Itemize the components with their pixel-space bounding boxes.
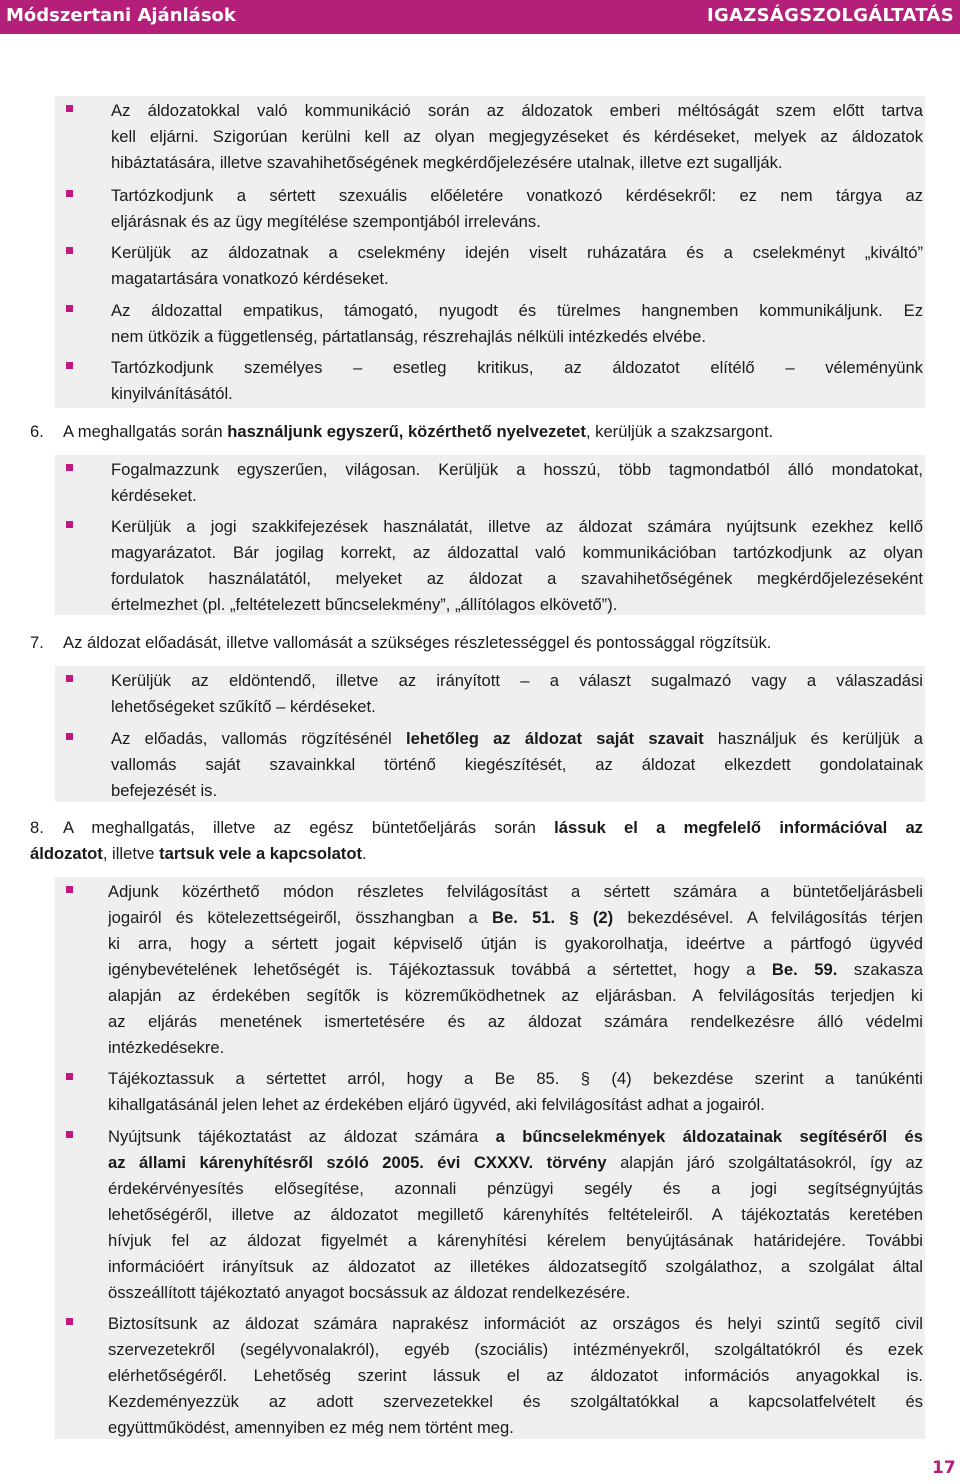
section-heading-cont: áldozatot, illetve tartsuk vele a kapcsolatot.	[30, 844, 367, 863]
bullet-marker	[66, 362, 73, 369]
text-line: nem ütközik a függetlenség, pártatlanság, részrehajlás nélküli intézkedés elvébe.	[111, 327, 706, 346]
text-line: lehetőségéről, illetve az áldozatot megillető kárenyhítés feltételeiről. A tájékoztatás keretében	[108, 1205, 923, 1224]
text-line: alapján az érdekében segítők is közreműködhetnek az eljárásban. A felvilágosítás terjedjen ki	[108, 986, 923, 1005]
bullet-marker	[66, 305, 73, 312]
text-line: Tartózkodjunk személyes – esetleg kritikus, az áldozatot elítélő – véleményünk	[111, 358, 923, 377]
bullet-marker	[66, 733, 73, 740]
text-line: az eljárás menetének ismertetésére és az áldozat számára rendelkezésre álló védelmi	[108, 1012, 923, 1031]
bullet-marker	[66, 521, 73, 528]
text-line: Az áldozatokkal való kommunikáció során az áldozatok emberi méltóságát szem előtt tartva	[111, 101, 923, 120]
text-line: Kerüljük a jogi szakkifejezések használatát, illetve az áldozat számára nyújtsunk ezekhez kellő	[111, 517, 923, 536]
text-line: kinyilvánításától.	[111, 384, 233, 403]
text-line: hívjuk fel az áldozat figyelmét a kárenyhítési kérelem benyújtásának határidejére. További	[108, 1231, 923, 1250]
text-line: kell eljárni. Szigorúan kerülni kell az olyan megjegyzéseket és kérdéseket, melyek az áldozatok	[111, 127, 923, 146]
text-line: lehetőségeket szűkítő – kérdéseket.	[111, 697, 376, 716]
bullet-marker	[66, 1073, 73, 1080]
header-right-title: IGAZSÁGSZOLGÁLTATÁS	[707, 5, 954, 26]
section-heading: Az áldozat előadását, illetve vallomását a szükséges részletességgel és pontossággal rögzítsük.	[63, 633, 772, 652]
text-line: szervezetekről (segélyvonalakról), egyéb (szociális) intézményekről, szolgáltatókról és ezek	[108, 1340, 923, 1359]
page-header	[0, 0, 960, 34]
text-line: együttműködést, amennyiben ez még nem történt meg.	[108, 1418, 514, 1437]
text-line: elérhetőségéről. Lehetőség szerint lássuk el az áldozatot információs anyagokkal is.	[108, 1366, 923, 1385]
bullet-marker	[66, 1131, 73, 1138]
text-line: összeállított tájékoztató anyagot bocsássuk az áldozat rendelkezésére.	[108, 1283, 631, 1302]
text-line: érdekérvényesítés elősegítése, azonnali pénzügyi segély és a jogi segítségnyújtás	[108, 1179, 923, 1198]
bullet-marker	[66, 675, 73, 682]
text-line: eljárásnak és az ügy megítélése szempontjából irreleváns.	[111, 212, 541, 231]
text-line: az állami kárenyhítésről szóló 2005. évi CXXXV. törvény alapján járó szolgáltatásokról, így az	[108, 1153, 923, 1172]
text-line: értelmezhet (pl. „feltételezett bűncselekmény”, „állítólagos elkövető”).	[111, 595, 618, 614]
text-line: kihallgatásánál jelen lehet az érdekében eljáró ügyvéd, aki felvilágosítást adhat a jogairól.	[108, 1095, 765, 1114]
page-number: 17	[932, 1458, 956, 1478]
text-line: magatartására vonatkozó kérdéseket.	[111, 269, 389, 288]
section-number: 8.	[30, 818, 44, 837]
text-line: Nyújtsunk tájékoztatást az áldozat számára a bűncselekmények áldozatainak segítéséről és	[108, 1127, 923, 1146]
section-heading: A meghallgatás során használjunk egyszerű, közérthető nyelvezetet, kerüljük a szakzsargont.	[63, 422, 774, 441]
text-line: vallomás saját szavainkkal történő kiegészítését, az áldozat elkezdett gondolatainak	[111, 755, 923, 774]
text-line: intézkedésekre.	[108, 1038, 225, 1057]
header-left-title: Módszertani Ajánlások	[6, 5, 236, 26]
text-line: Kerüljük az eldöntendő, illetve az irányított – a választ sugalmazó vagy a válaszadási	[111, 671, 923, 690]
section-number: 7.	[30, 633, 44, 652]
text-line: információért irányítsuk az áldozatot az illetékes áldozatsegítő szolgálathoz, a szolgálat által	[108, 1257, 923, 1276]
text-line: ki arra, hogy a sértett jogait képviselő útján is gyakorolhatja, ideértve a pártfogó ügyvéd	[108, 934, 923, 953]
text-line: Kezdeményezzük az adott szervezetekkel és szolgáltatókkal a kapcsolatfelvételt és	[108, 1392, 923, 1411]
text-line: Adjunk közérthető módon részletes felvilágosítást a sértett számára a büntetőeljárásbeli	[108, 882, 923, 901]
text-line: Kerüljük az áldozatnak a cselekmény idején viselt ruházatára és a cselekményt „kiváltó”	[111, 243, 923, 262]
bullet-marker	[66, 464, 73, 471]
text-line: Az előadás, vallomás rögzítésénél lehetőleg az áldozat saját szavait használjuk és kerüljük a	[111, 729, 923, 748]
text-line: igénybevételének lehetőségét is. Tájékoztassuk továbbá a sértettet, hogy a Be. 59. szakasza	[108, 960, 923, 979]
text-line: Tájékoztassuk a sértettet arról, hogy a Be 85. § (4) bekezdése szerint a tanúkénti	[108, 1069, 923, 1088]
text-line: befejezését is.	[111, 781, 218, 800]
text-line: Tartózkodjunk a sértett szexuális előéletére vonatkozó kérdésekről: ez nem tárgya az	[111, 186, 923, 205]
section-number: 6.	[30, 422, 44, 441]
bullet-marker	[66, 886, 73, 893]
text-line: hibáztatására, illetve szavahihetőségének megkérdőjelezésére utalnak, illetve ezt sugallják.	[111, 153, 783, 172]
bullet-marker	[66, 190, 73, 197]
text-line: Fogalmazzunk egyszerűen, világosan. Kerüljük a hosszú, több tagmondatból álló mondatokat,	[111, 460, 923, 479]
text-line: kérdéseket.	[111, 486, 197, 505]
text-line: jogairól és kötelezettségeiről, összhangban a Be. 51. § (2) bekezdésével. A felvilágosítás térjen	[108, 908, 923, 927]
bullet-marker	[66, 1318, 73, 1325]
text-line: Az áldozattal empatikus, támogató, nyugodt és türelmes hangnemben kommunikáljunk. Ez	[111, 301, 923, 320]
bullet-marker	[66, 247, 73, 254]
bullet-marker	[66, 105, 73, 112]
text-line: magyarázatot. Bár jogilag korrekt, az áldozattal való kommunikációban tartózkodjunk az olyan	[111, 543, 923, 562]
text-line: Biztosítsunk az áldozat számára naprakész információt az országos és helyi szintű segítő civil	[108, 1314, 923, 1333]
section-heading: A meghallgatás, illetve az egész büntetőeljárás során lássuk el a megfelelő információval az	[63, 818, 923, 837]
text-line: fordulatok használatától, melyeket az áldozat a szavahihetőségének megkérdőjelezéseként	[111, 569, 923, 588]
